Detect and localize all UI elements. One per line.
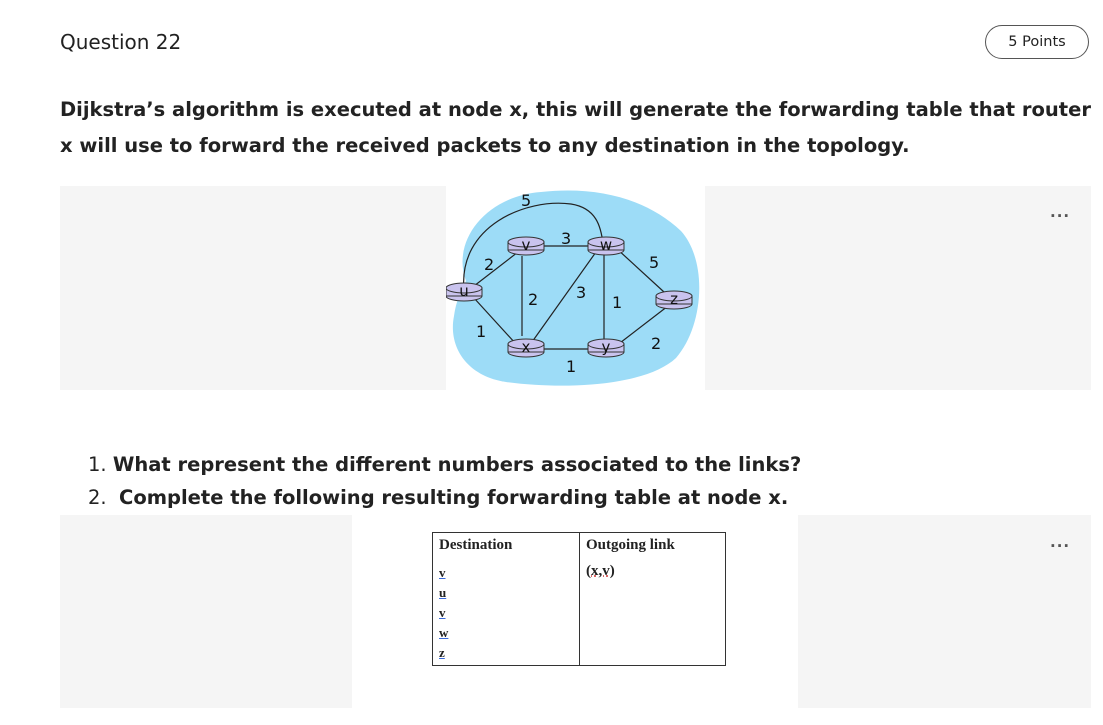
forwarding-table (432, 532, 726, 662)
node-label-y: y (601, 338, 611, 356)
router-node-z (656, 290, 692, 309)
node-label-w: w (599, 236, 613, 254)
question-title: Question 22 (60, 30, 182, 54)
subquestion-list (88, 448, 801, 514)
node-label-z: z (670, 290, 678, 308)
router-node-u (446, 282, 482, 301)
more-options-icon[interactable]: ... (1050, 203, 1071, 221)
router-node-y (588, 338, 624, 357)
outgoing-link-cell: (x,v) (586, 563, 615, 579)
cost-label-u-x: 1 (476, 322, 487, 341)
router-node-w (588, 236, 624, 255)
more-options-icon[interactable]: ... (1050, 533, 1071, 551)
header-outgoing-link: Outgoing link (580, 533, 726, 562)
cost-label-u-v: 2 (484, 255, 495, 274)
cost-label-x-y: 1 (566, 357, 577, 376)
cost-label-u-w: 5 (521, 191, 532, 210)
network-topology-diagram (446, 186, 705, 390)
image-panel-right (705, 186, 1091, 390)
node-label-x: x (521, 338, 531, 356)
node-label-v: v (521, 236, 531, 254)
subquestion-item: 1. What represent the different numbers associated to the links? (88, 453, 802, 476)
cost-label-v-x: 2 (528, 290, 539, 309)
cost-label-w-y: 1 (612, 293, 623, 312)
router-node-x (508, 338, 544, 357)
cost-label-y-z: 2 (651, 334, 662, 353)
cost-label-v-w: 3 (561, 229, 572, 248)
outgoing-link-column (580, 561, 726, 666)
destination-cell: v (439, 565, 446, 580)
cost-label-x-w: 3 (576, 283, 587, 302)
table-panel-left (60, 515, 352, 708)
header-destination: Destination (433, 533, 580, 562)
destination-column (433, 561, 580, 666)
destination-cell: z (439, 645, 445, 660)
table-panel-right (798, 515, 1091, 708)
destination-cell: w (439, 625, 449, 640)
points-badge: 5 Points (985, 25, 1089, 59)
destination-cell: v (439, 605, 446, 620)
node-label-u: u (459, 282, 469, 300)
destination-cell: u (439, 585, 447, 600)
cost-label-w-z: 5 (649, 253, 660, 272)
subquestion-item: 2. Complete the following resulting forwarding table at node x. (88, 486, 789, 509)
router-node-v (508, 236, 544, 255)
image-panel-left (60, 186, 446, 390)
question-prompt: Dijkstra’s algorithm is executed at node x, this will generate the forwarding table that router x will use to forward the received packets to any destination in the topology. (60, 98, 1091, 157)
